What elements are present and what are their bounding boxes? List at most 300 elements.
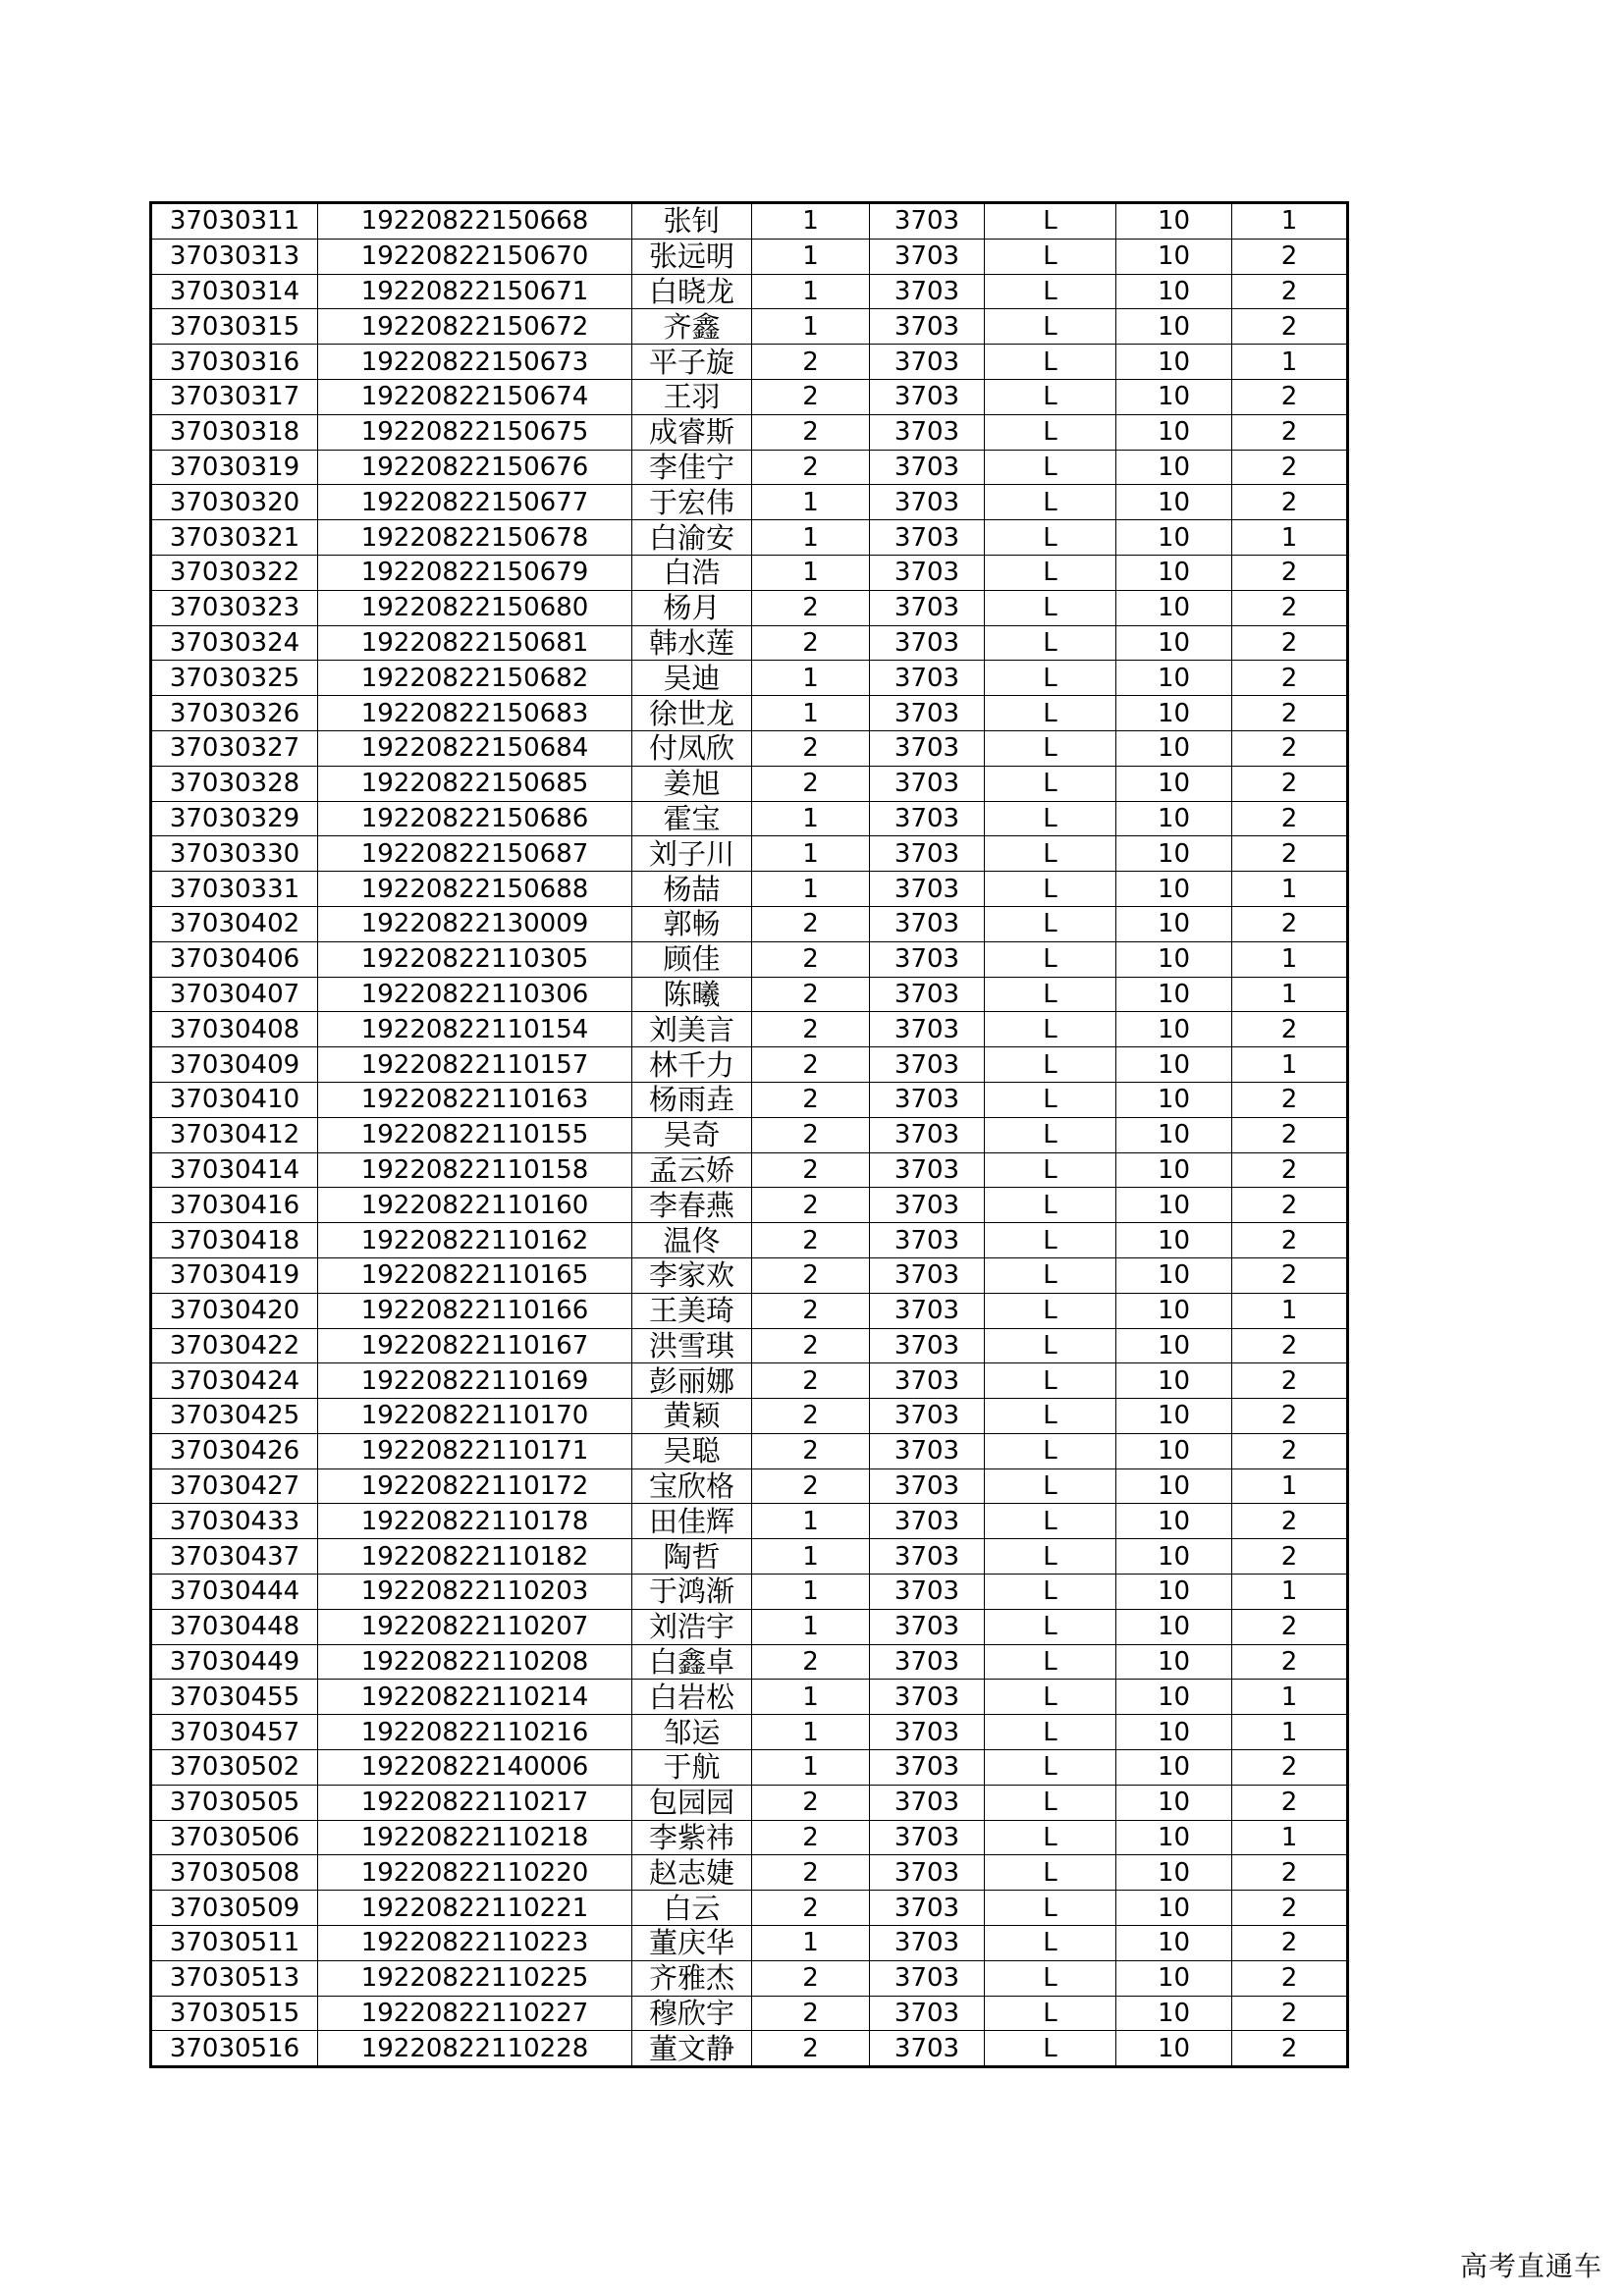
cell-grade-code: 10 — [1116, 1575, 1232, 1610]
cell-category-code: L — [985, 1820, 1116, 1855]
cell-grade-code: 10 — [1116, 836, 1232, 872]
cell-grade-code: 10 — [1116, 520, 1232, 556]
cell-gender-code: 2 — [752, 590, 870, 625]
cell-gender-code: 2 — [752, 1399, 870, 1434]
cell-registration-number: 19220822150670 — [318, 239, 632, 274]
cell-type-code: 2 — [1232, 1644, 1348, 1680]
cell-category-code: L — [985, 730, 1116, 766]
cell-name: 齐鑫 — [632, 309, 752, 345]
table-row — [151, 1609, 1348, 1644]
cell-grade-code: 10 — [1116, 590, 1232, 625]
cell-name: 刘子川 — [632, 836, 752, 872]
cell-grade-code: 10 — [1116, 1257, 1232, 1293]
cell-category-code: L — [985, 1257, 1116, 1293]
cell-registration-number: 19220822110306 — [318, 977, 632, 1012]
cell-exam-number: 37030409 — [151, 1047, 318, 1083]
cell-type-code: 2 — [1232, 379, 1348, 414]
cell-region-code: 3703 — [870, 661, 985, 696]
cell-exam-number: 37030326 — [151, 696, 318, 731]
cell-gender-code: 2 — [752, 766, 870, 801]
cell-gender-code: 1 — [752, 1926, 870, 1961]
cell-exam-number: 37030410 — [151, 1082, 318, 1117]
cell-category-code: L — [985, 1715, 1116, 1750]
table-row — [151, 1082, 1348, 1117]
cell-registration-number: 19220822110218 — [318, 1820, 632, 1855]
cell-registration-number: 19220822110169 — [318, 1363, 632, 1399]
cell-category-code: L — [985, 1504, 1116, 1539]
cell-exam-number: 37030323 — [151, 590, 318, 625]
table-row — [151, 872, 1348, 907]
cell-region-code: 3703 — [870, 1926, 985, 1961]
cell-type-code: 1 — [1232, 520, 1348, 556]
cell-exam-number: 37030407 — [151, 977, 318, 1012]
cell-registration-number: 19220822110214 — [318, 1680, 632, 1715]
cell-exam-number: 37030509 — [151, 1891, 318, 1926]
cell-name: 于航 — [632, 1750, 752, 1786]
cell-type-code: 2 — [1232, 450, 1348, 485]
cell-category-code: L — [985, 1750, 1116, 1786]
table-row — [151, 203, 1348, 240]
cell-region-code: 3703 — [870, 801, 985, 836]
cell-gender-code: 2 — [752, 1363, 870, 1399]
cell-gender-code: 1 — [752, 1575, 870, 1610]
cell-region-code: 3703 — [870, 1257, 985, 1293]
table-row — [151, 801, 1348, 836]
table-row — [151, 1680, 1348, 1715]
cell-region-code: 3703 — [870, 1996, 985, 2031]
table-row — [151, 625, 1348, 661]
cell-region-code: 3703 — [870, 1960, 985, 1996]
cell-gender-code: 1 — [752, 836, 870, 872]
cell-type-code: 2 — [1232, 1926, 1348, 1961]
cell-gender-code: 2 — [752, 906, 870, 941]
cell-category-code: L — [985, 414, 1116, 450]
cell-name: 吴聪 — [632, 1433, 752, 1468]
cell-category-code: L — [985, 661, 1116, 696]
cell-exam-number: 37030317 — [151, 379, 318, 414]
cell-category-code: L — [985, 1363, 1116, 1399]
cell-category-code: L — [985, 1855, 1116, 1891]
cell-type-code: 2 — [1232, 1188, 1348, 1223]
cell-registration-number: 19220822110160 — [318, 1188, 632, 1223]
cell-grade-code: 10 — [1116, 906, 1232, 941]
table-row — [151, 450, 1348, 485]
cell-region-code: 3703 — [870, 941, 985, 977]
cell-gender-code: 2 — [752, 1433, 870, 1468]
cell-category-code: L — [985, 379, 1116, 414]
cell-exam-number: 37030414 — [151, 1152, 318, 1188]
cell-name: 李紫祎 — [632, 1820, 752, 1855]
cell-grade-code: 10 — [1116, 1644, 1232, 1680]
cell-exam-number: 37030416 — [151, 1188, 318, 1223]
cell-gender-code: 2 — [752, 1117, 870, 1152]
cell-grade-code: 10 — [1116, 1188, 1232, 1223]
cell-grade-code: 10 — [1116, 239, 1232, 274]
table-row — [151, 1644, 1348, 1680]
cell-exam-number: 37030318 — [151, 414, 318, 450]
cell-gender-code: 2 — [752, 2031, 870, 2067]
cell-registration-number: 19220822110155 — [318, 1117, 632, 1152]
cell-region-code: 3703 — [870, 1293, 985, 1328]
cell-exam-number: 37030329 — [151, 801, 318, 836]
cell-region-code: 3703 — [870, 766, 985, 801]
cell-exam-number: 37030513 — [151, 1960, 318, 1996]
cell-exam-number: 37030408 — [151, 1012, 318, 1047]
cell-exam-number: 37030506 — [151, 1820, 318, 1855]
cell-gender-code: 2 — [752, 1223, 870, 1258]
cell-exam-number: 37030331 — [151, 872, 318, 907]
table-row — [151, 590, 1348, 625]
cell-region-code: 3703 — [870, 1363, 985, 1399]
cell-registration-number: 19220822110158 — [318, 1152, 632, 1188]
cell-name: 王美琦 — [632, 1293, 752, 1328]
cell-category-code: L — [985, 696, 1116, 731]
cell-grade-code: 10 — [1116, 1680, 1232, 1715]
cell-name: 刘美言 — [632, 1012, 752, 1047]
cell-grade-code: 10 — [1116, 1433, 1232, 1468]
cell-gender-code: 2 — [752, 1188, 870, 1223]
cell-gender-code: 1 — [752, 555, 870, 590]
cell-category-code: L — [985, 1785, 1116, 1820]
cell-name: 于鸿渐 — [632, 1575, 752, 1610]
cell-name: 田佳辉 — [632, 1504, 752, 1539]
cell-category-code: L — [985, 872, 1116, 907]
cell-grade-code: 10 — [1116, 1223, 1232, 1258]
table-row — [151, 1223, 1348, 1258]
cell-registration-number: 19220822150682 — [318, 661, 632, 696]
cell-category-code: L — [985, 590, 1116, 625]
table-row — [151, 1539, 1348, 1575]
cell-category-code: L — [985, 1082, 1116, 1117]
table-row — [151, 379, 1348, 414]
cell-registration-number: 19220822110203 — [318, 1575, 632, 1610]
cell-region-code: 3703 — [870, 1433, 985, 1468]
watermark-text: 高考直通车 — [1459, 2250, 1602, 2282]
cell-region-code: 3703 — [870, 1609, 985, 1644]
table-row — [151, 906, 1348, 941]
cell-grade-code: 10 — [1116, 1468, 1232, 1504]
cell-gender-code: 1 — [752, 239, 870, 274]
cell-registration-number: 19220822150676 — [318, 450, 632, 485]
cell-exam-number: 37030319 — [151, 450, 318, 485]
cell-gender-code: 1 — [752, 203, 870, 240]
cell-registration-number: 19220822110182 — [318, 1539, 632, 1575]
table-row — [151, 1257, 1348, 1293]
cell-category-code: L — [985, 2031, 1116, 2067]
cell-category-code: L — [985, 1468, 1116, 1504]
cell-type-code: 2 — [1232, 239, 1348, 274]
cell-region-code: 3703 — [870, 1644, 985, 1680]
cell-category-code: L — [985, 485, 1116, 520]
cell-exam-number: 37030426 — [151, 1433, 318, 1468]
table-row — [151, 1996, 1348, 2031]
cell-exam-number: 37030324 — [151, 625, 318, 661]
cell-category-code: L — [985, 203, 1116, 240]
cell-gender-code: 1 — [752, 1609, 870, 1644]
cell-type-code: 2 — [1232, 1117, 1348, 1152]
cell-grade-code: 10 — [1116, 977, 1232, 1012]
cell-exam-number: 37030437 — [151, 1539, 318, 1575]
cell-gender-code: 1 — [752, 485, 870, 520]
cell-category-code: L — [985, 239, 1116, 274]
cell-exam-number: 37030311 — [151, 203, 318, 240]
cell-region-code: 3703 — [870, 696, 985, 731]
cell-grade-code: 10 — [1116, 1399, 1232, 1434]
cell-exam-number: 37030433 — [151, 1504, 318, 1539]
cell-region-code: 3703 — [870, 872, 985, 907]
cell-region-code: 3703 — [870, 379, 985, 414]
cell-name: 穆欣宇 — [632, 1996, 752, 2031]
cell-type-code: 1 — [1232, 977, 1348, 1012]
cell-gender-code: 2 — [752, 1082, 870, 1117]
cell-registration-number: 19220822150674 — [318, 379, 632, 414]
cell-region-code: 3703 — [870, 1539, 985, 1575]
cell-gender-code: 1 — [752, 274, 870, 309]
cell-exam-number: 37030321 — [151, 520, 318, 556]
cell-region-code: 3703 — [870, 625, 985, 661]
cell-registration-number: 19220822110225 — [318, 1960, 632, 1996]
cell-category-code: L — [985, 1433, 1116, 1468]
cell-registration-number: 19220822150684 — [318, 730, 632, 766]
cell-type-code: 2 — [1232, 1504, 1348, 1539]
cell-name: 彭丽娜 — [632, 1363, 752, 1399]
cell-name: 吴迪 — [632, 661, 752, 696]
cell-grade-code: 10 — [1116, 1363, 1232, 1399]
cell-registration-number: 19220822110207 — [318, 1609, 632, 1644]
cell-type-code: 2 — [1232, 766, 1348, 801]
cell-region-code: 3703 — [870, 1188, 985, 1223]
cell-grade-code: 10 — [1116, 941, 1232, 977]
cell-registration-number: 19220822110208 — [318, 1644, 632, 1680]
cell-gender-code: 2 — [752, 379, 870, 414]
cell-registration-number: 19220822110227 — [318, 1996, 632, 2031]
cell-grade-code: 10 — [1116, 485, 1232, 520]
cell-exam-number: 37030511 — [151, 1926, 318, 1961]
cell-gender-code: 1 — [752, 801, 870, 836]
cell-region-code: 3703 — [870, 555, 985, 590]
cell-registration-number: 19220822150668 — [318, 203, 632, 240]
cell-category-code: L — [985, 1960, 1116, 1996]
cell-name: 齐雅杰 — [632, 1960, 752, 1996]
cell-grade-code: 10 — [1116, 309, 1232, 345]
cell-exam-number: 37030424 — [151, 1363, 318, 1399]
table-row — [151, 661, 1348, 696]
table-row — [151, 730, 1348, 766]
cell-grade-code: 10 — [1116, 1891, 1232, 1926]
cell-region-code: 3703 — [870, 836, 985, 872]
cell-exam-number: 37030422 — [151, 1328, 318, 1363]
cell-name: 徐世龙 — [632, 696, 752, 731]
cell-gender-code: 1 — [752, 1750, 870, 1786]
cell-grade-code: 10 — [1116, 414, 1232, 450]
table-row — [151, 1117, 1348, 1152]
cell-gender-code: 2 — [752, 1293, 870, 1328]
cell-category-code: L — [985, 1891, 1116, 1926]
cell-grade-code: 10 — [1116, 450, 1232, 485]
cell-exam-number: 37030419 — [151, 1257, 318, 1293]
cell-category-code: L — [985, 1293, 1116, 1328]
cell-type-code: 2 — [1232, 1082, 1348, 1117]
cell-region-code: 3703 — [870, 1575, 985, 1610]
table-row — [151, 1433, 1348, 1468]
cell-registration-number: 19220822110162 — [318, 1223, 632, 1258]
cell-region-code: 3703 — [870, 2031, 985, 2067]
table-row — [151, 414, 1348, 450]
cell-grade-code: 10 — [1116, 1926, 1232, 1961]
cell-grade-code: 10 — [1116, 730, 1232, 766]
table-row — [151, 1152, 1348, 1188]
cell-category-code: L — [985, 1328, 1116, 1363]
cell-exam-number: 37030313 — [151, 239, 318, 274]
cell-name: 董文静 — [632, 2031, 752, 2067]
cell-category-code: L — [985, 1399, 1116, 1434]
cell-type-code: 2 — [1232, 1223, 1348, 1258]
cell-type-code: 2 — [1232, 1750, 1348, 1786]
cell-region-code: 3703 — [870, 1750, 985, 1786]
cell-exam-number: 37030420 — [151, 1293, 318, 1328]
cell-category-code: L — [985, 1680, 1116, 1715]
cell-type-code: 1 — [1232, 203, 1348, 240]
cell-gender-code: 1 — [752, 1539, 870, 1575]
cell-gender-code: 2 — [752, 1047, 870, 1083]
cell-region-code: 3703 — [870, 1082, 985, 1117]
table-row — [151, 555, 1348, 590]
cell-registration-number: 19220822150683 — [318, 696, 632, 731]
cell-grade-code: 10 — [1116, 1539, 1232, 1575]
cell-type-code: 2 — [1232, 1891, 1348, 1926]
cell-grade-code: 10 — [1116, 1820, 1232, 1855]
cell-gender-code: 2 — [752, 414, 870, 450]
cell-category-code: L — [985, 555, 1116, 590]
cell-category-code: L — [985, 766, 1116, 801]
cell-type-code: 2 — [1232, 801, 1348, 836]
cell-registration-number: 19220822110172 — [318, 1468, 632, 1504]
table-row — [151, 1785, 1348, 1820]
cell-registration-number: 19220822110305 — [318, 941, 632, 977]
cell-type-code: 2 — [1232, 1152, 1348, 1188]
cell-registration-number: 19220822110166 — [318, 1293, 632, 1328]
cell-type-code: 1 — [1232, 1047, 1348, 1083]
table-row — [151, 274, 1348, 309]
cell-gender-code: 2 — [752, 1855, 870, 1891]
cell-gender-code: 1 — [752, 696, 870, 731]
cell-region-code: 3703 — [870, 1399, 985, 1434]
cell-gender-code: 2 — [752, 1960, 870, 1996]
cell-name: 张远明 — [632, 239, 752, 274]
cell-exam-number: 37030427 — [151, 1468, 318, 1504]
cell-category-code: L — [985, 1188, 1116, 1223]
cell-type-code: 2 — [1232, 1433, 1348, 1468]
cell-grade-code: 10 — [1116, 661, 1232, 696]
cell-region-code: 3703 — [870, 1785, 985, 1820]
cell-grade-code: 10 — [1116, 274, 1232, 309]
cell-name: 霍宝 — [632, 801, 752, 836]
cell-name: 黄颖 — [632, 1399, 752, 1434]
cell-name: 杨雨垚 — [632, 1082, 752, 1117]
cell-gender-code: 1 — [752, 520, 870, 556]
cell-registration-number: 19220822110178 — [318, 1504, 632, 1539]
table-row — [151, 1328, 1348, 1363]
cell-registration-number: 19220822110163 — [318, 1082, 632, 1117]
cell-region-code: 3703 — [870, 1504, 985, 1539]
cell-type-code: 2 — [1232, 555, 1348, 590]
cell-category-code: L — [985, 977, 1116, 1012]
cell-registration-number: 19220822110170 — [318, 1399, 632, 1434]
cell-exam-number: 37030502 — [151, 1750, 318, 1786]
cell-registration-number: 19220822150671 — [318, 274, 632, 309]
cell-type-code: 2 — [1232, 1257, 1348, 1293]
cell-grade-code: 10 — [1116, 1082, 1232, 1117]
cell-category-code: L — [985, 801, 1116, 836]
cell-type-code: 1 — [1232, 872, 1348, 907]
cell-category-code: L — [985, 1047, 1116, 1083]
cell-registration-number: 19220822110216 — [318, 1715, 632, 1750]
cell-name: 邹运 — [632, 1715, 752, 1750]
cell-exam-number: 37030508 — [151, 1855, 318, 1891]
cell-type-code: 2 — [1232, 625, 1348, 661]
cell-exam-number: 37030425 — [151, 1399, 318, 1434]
cell-gender-code: 2 — [752, 1257, 870, 1293]
cell-region-code: 3703 — [870, 1012, 985, 1047]
table-row — [151, 1820, 1348, 1855]
cell-exam-number: 37030316 — [151, 345, 318, 380]
cell-type-code: 2 — [1232, 1363, 1348, 1399]
data-table — [149, 201, 1349, 2068]
table-row — [151, 1575, 1348, 1610]
cell-region-code: 3703 — [870, 1328, 985, 1363]
cell-grade-code: 10 — [1116, 1293, 1232, 1328]
cell-grade-code: 10 — [1116, 801, 1232, 836]
cell-exam-number: 37030515 — [151, 1996, 318, 2031]
cell-region-code: 3703 — [870, 414, 985, 450]
cell-registration-number: 19220822150678 — [318, 520, 632, 556]
cell-gender-code: 2 — [752, 941, 870, 977]
cell-name: 包园园 — [632, 1785, 752, 1820]
cell-gender-code: 2 — [752, 1996, 870, 2031]
table-row — [151, 1960, 1348, 1996]
cell-grade-code: 10 — [1116, 1012, 1232, 1047]
cell-type-code: 1 — [1232, 1680, 1348, 1715]
cell-category-code: L — [985, 1926, 1116, 1961]
cell-exam-number: 37030322 — [151, 555, 318, 590]
cell-registration-number: 19220822110157 — [318, 1047, 632, 1083]
cell-name: 李家欢 — [632, 1257, 752, 1293]
cell-category-code: L — [985, 941, 1116, 977]
cell-registration-number: 19220822150686 — [318, 801, 632, 836]
cell-name: 平子旋 — [632, 345, 752, 380]
table-row — [151, 1012, 1348, 1047]
cell-region-code: 3703 — [870, 1468, 985, 1504]
cell-region-code: 3703 — [870, 485, 985, 520]
cell-exam-number: 37030449 — [151, 1644, 318, 1680]
cell-name: 付凤欣 — [632, 730, 752, 766]
cell-exam-number: 37030516 — [151, 2031, 318, 2067]
cell-grade-code: 10 — [1116, 379, 1232, 414]
table-row — [151, 485, 1348, 520]
cell-region-code: 3703 — [870, 1117, 985, 1152]
cell-grade-code: 10 — [1116, 1960, 1232, 1996]
cell-grade-code: 10 — [1116, 1750, 1232, 1786]
cell-type-code: 2 — [1232, 414, 1348, 450]
cell-type-code: 2 — [1232, 696, 1348, 731]
cell-exam-number: 37030406 — [151, 941, 318, 977]
cell-category-code: L — [985, 1117, 1116, 1152]
cell-name: 温佟 — [632, 1223, 752, 1258]
cell-type-code: 2 — [1232, 1012, 1348, 1047]
cell-gender-code: 2 — [752, 345, 870, 380]
cell-type-code: 1 — [1232, 1820, 1348, 1855]
cell-grade-code: 10 — [1116, 696, 1232, 731]
